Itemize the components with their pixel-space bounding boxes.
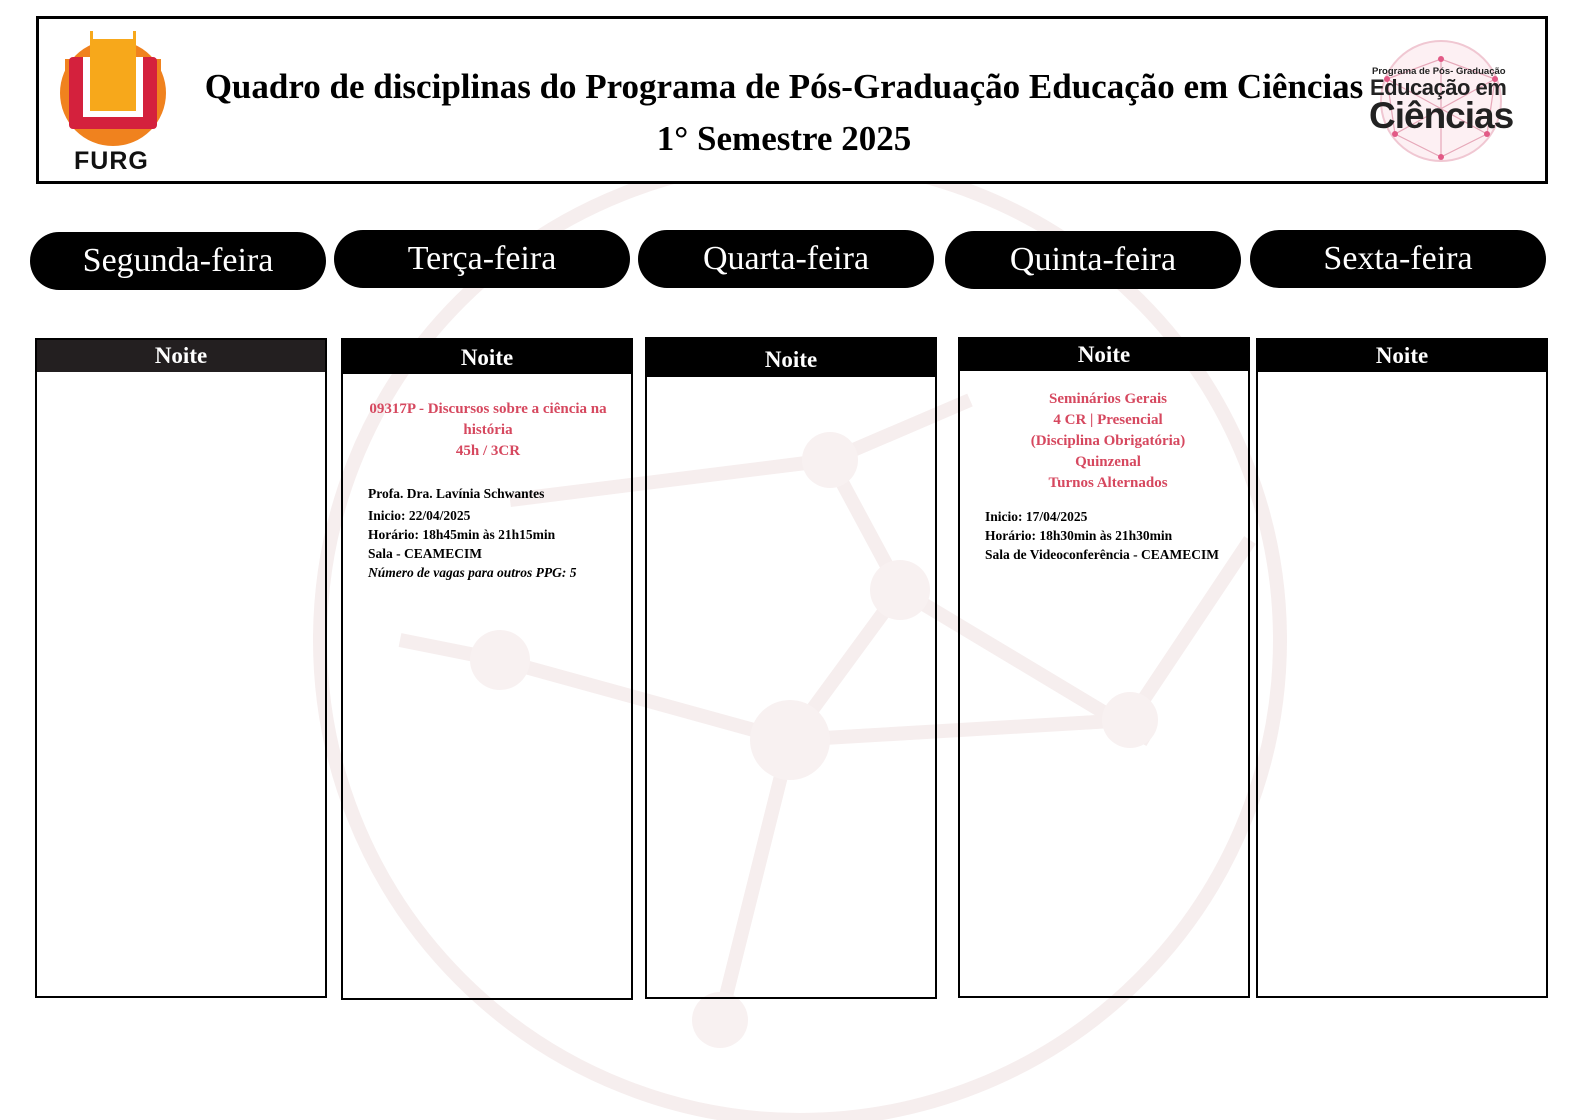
course-title-discursos: 09317P - Discursos sobre a ciência na história 45h / 3CR bbox=[369, 401, 607, 459]
title-line-2: 1° Semestre 2025 bbox=[656, 119, 912, 158]
schedule-text: Horário: 18h45min às 21h15min bbox=[368, 527, 556, 542]
ppg-logo-mid-text: Educação em bbox=[1370, 75, 1507, 100]
period-header: Noite bbox=[1258, 340, 1546, 372]
title-line-1: Quadro de disciplinas do Programa de Pós-Graduação Educação em Ciências bbox=[204, 67, 1364, 106]
furg-logo-text: FURG bbox=[74, 147, 149, 175]
course-info-seminarios bbox=[985, 507, 1247, 564]
course-info-discursos bbox=[368, 484, 628, 582]
start-date-text: Inicio: 17/04/2025 bbox=[985, 509, 1088, 524]
professor-text: Profa. Dra. Lavínia Schwantes bbox=[368, 486, 545, 501]
room-text: Sala de Videoconferência - CEAMECIM bbox=[985, 547, 1219, 562]
column-quarta bbox=[645, 337, 937, 999]
start-date-text: Inicio: 22/04/2025 bbox=[368, 508, 471, 523]
column-quinta bbox=[958, 337, 1250, 998]
period-header: Noite bbox=[343, 340, 631, 374]
page-title bbox=[179, 61, 1389, 165]
day-label-sexta: Sexta-feira bbox=[1250, 230, 1546, 288]
ppg-logo-small-text: Programa de Pós- Graduação bbox=[1372, 66, 1506, 77]
day-label-segunda: Segunda-feira bbox=[30, 232, 326, 290]
column-terca bbox=[341, 338, 633, 1000]
column-sexta bbox=[1256, 338, 1548, 998]
day-label-terca: Terça-feira bbox=[334, 230, 630, 288]
room-text: Sala - CEAMECIM bbox=[368, 546, 482, 561]
schedule-text: Horário: 18h30min às 21h30min bbox=[985, 528, 1173, 543]
column-segunda bbox=[35, 338, 327, 998]
period-header: Noite bbox=[37, 340, 325, 372]
header-box bbox=[36, 16, 1548, 184]
course-title-seminarios: Seminários Gerais 4 CR | Presencial (Disciplina Obrigatória) Quinzenal Turnos Alternados bbox=[1030, 391, 1186, 491]
ppg-logo-big-text: Ciências bbox=[1369, 95, 1514, 136]
period-header: Noite bbox=[647, 339, 935, 377]
vacancies-text: Número de vagas para outros PPG: 5 bbox=[368, 565, 577, 580]
day-label-quinta: Quinta-feira bbox=[945, 231, 1241, 289]
period-header: Noite bbox=[960, 339, 1248, 371]
day-label-quarta: Quarta-feira bbox=[638, 230, 934, 288]
